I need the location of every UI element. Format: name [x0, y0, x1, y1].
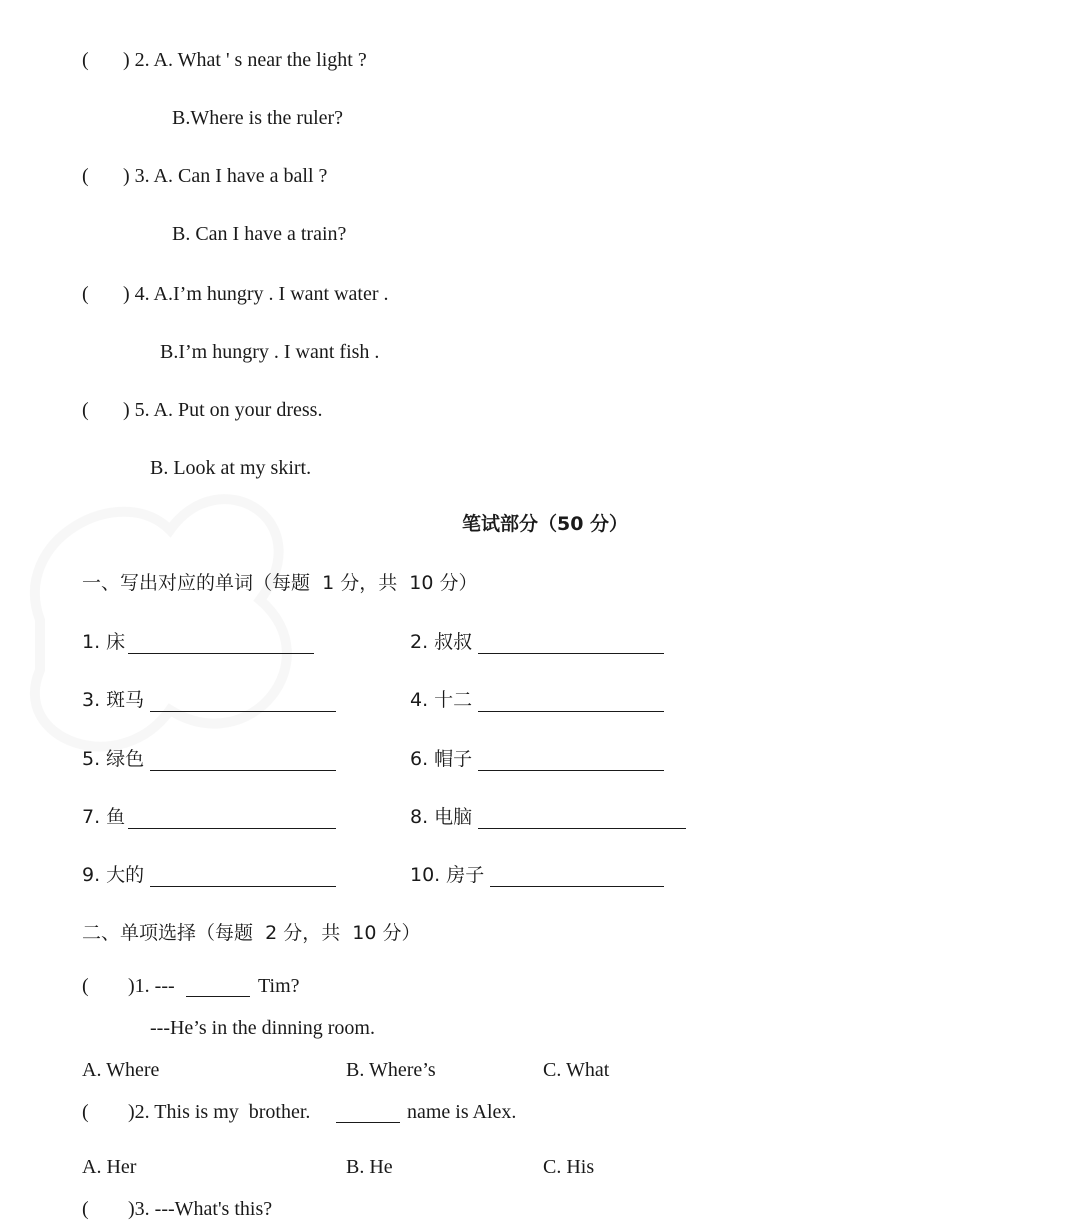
- question-option-a: ) 4. A.I’m hungry . I want water .: [123, 283, 389, 305]
- answer-blank[interactable]: [186, 978, 250, 997]
- question-option-b: B. Can I have a train?: [172, 223, 347, 245]
- answer-paren[interactable]: (: [82, 49, 89, 71]
- answer-blank[interactable]: [150, 868, 336, 887]
- answer-blank[interactable]: [150, 752, 336, 771]
- answer-paren[interactable]: (: [82, 165, 89, 187]
- answer-blank[interactable]: [490, 868, 664, 887]
- option-b: B. Where’s: [346, 1059, 436, 1081]
- vocab-prompt: 3. 斑马: [82, 689, 145, 711]
- answer-blank[interactable]: [478, 752, 664, 771]
- option-a: A. Her: [82, 1156, 137, 1178]
- answer-blank[interactable]: [478, 635, 664, 654]
- question-option-a: ) 5. A. Put on your dress.: [123, 399, 323, 421]
- option-c: C. His: [543, 1156, 595, 1178]
- answer-blank[interactable]: [128, 810, 336, 829]
- vocab-prompt: 2. 叔叔: [410, 631, 473, 653]
- answer-blank[interactable]: [478, 693, 664, 712]
- option-b: B. He: [346, 1156, 393, 1178]
- section-2-title: 二、单项选择（每题 2 分，共 10 分）: [82, 922, 421, 944]
- section-1-title: 一、写出对应的单词（每题 1 分，共 10 分）: [82, 572, 478, 594]
- answer-paren[interactable]: (: [82, 399, 89, 421]
- vocab-prompt: 6. 帽子: [410, 748, 473, 770]
- vocab-prompt: 5. 绿色: [82, 748, 145, 770]
- question-option-b: B.Where is the ruler?: [172, 107, 344, 129]
- vocab-prompt: 9. 大的: [82, 864, 145, 886]
- question-stem-end: Tim?: [258, 975, 300, 997]
- question-stem: )3. ---What's this?: [128, 1198, 273, 1220]
- option-c: C. What: [543, 1059, 610, 1081]
- answer-paren[interactable]: (: [82, 283, 89, 305]
- option-a: A. Where: [82, 1059, 160, 1081]
- answer-paren[interactable]: (: [82, 975, 89, 997]
- vocab-prompt: 8. 电脑: [410, 806, 473, 828]
- answer-blank[interactable]: [336, 1104, 400, 1123]
- question-option-b: B. Look at my skirt.: [150, 457, 312, 479]
- answer-blank[interactable]: [478, 810, 686, 829]
- question-option-a: ) 3. A. Can I have a ball ?: [123, 165, 328, 187]
- answer-blank[interactable]: [128, 635, 314, 654]
- vocab-prompt: 10. 房子: [410, 864, 485, 886]
- written-part-title: 笔试部分（50 分）: [462, 513, 629, 535]
- vocab-prompt: 4. 十二: [410, 689, 473, 711]
- question-stem-end: name is Alex.: [407, 1101, 517, 1123]
- vocab-prompt: 1. 床: [82, 631, 126, 653]
- question-option-b: B.I’m hungry . I want fish .: [160, 341, 380, 363]
- vocab-prompt: 7. 鱼: [82, 806, 126, 828]
- answer-blank[interactable]: [150, 693, 336, 712]
- question-option-a: ) 2. A. What ' s near the light ?: [123, 49, 367, 71]
- answer-paren[interactable]: (: [82, 1198, 89, 1220]
- question-stem: )1. ---: [128, 975, 175, 997]
- question-stem: )2. This is my brother.: [128, 1101, 311, 1123]
- dialogue-answer: ---He’s in the dinning room.: [150, 1017, 375, 1039]
- answer-paren[interactable]: (: [82, 1101, 89, 1123]
